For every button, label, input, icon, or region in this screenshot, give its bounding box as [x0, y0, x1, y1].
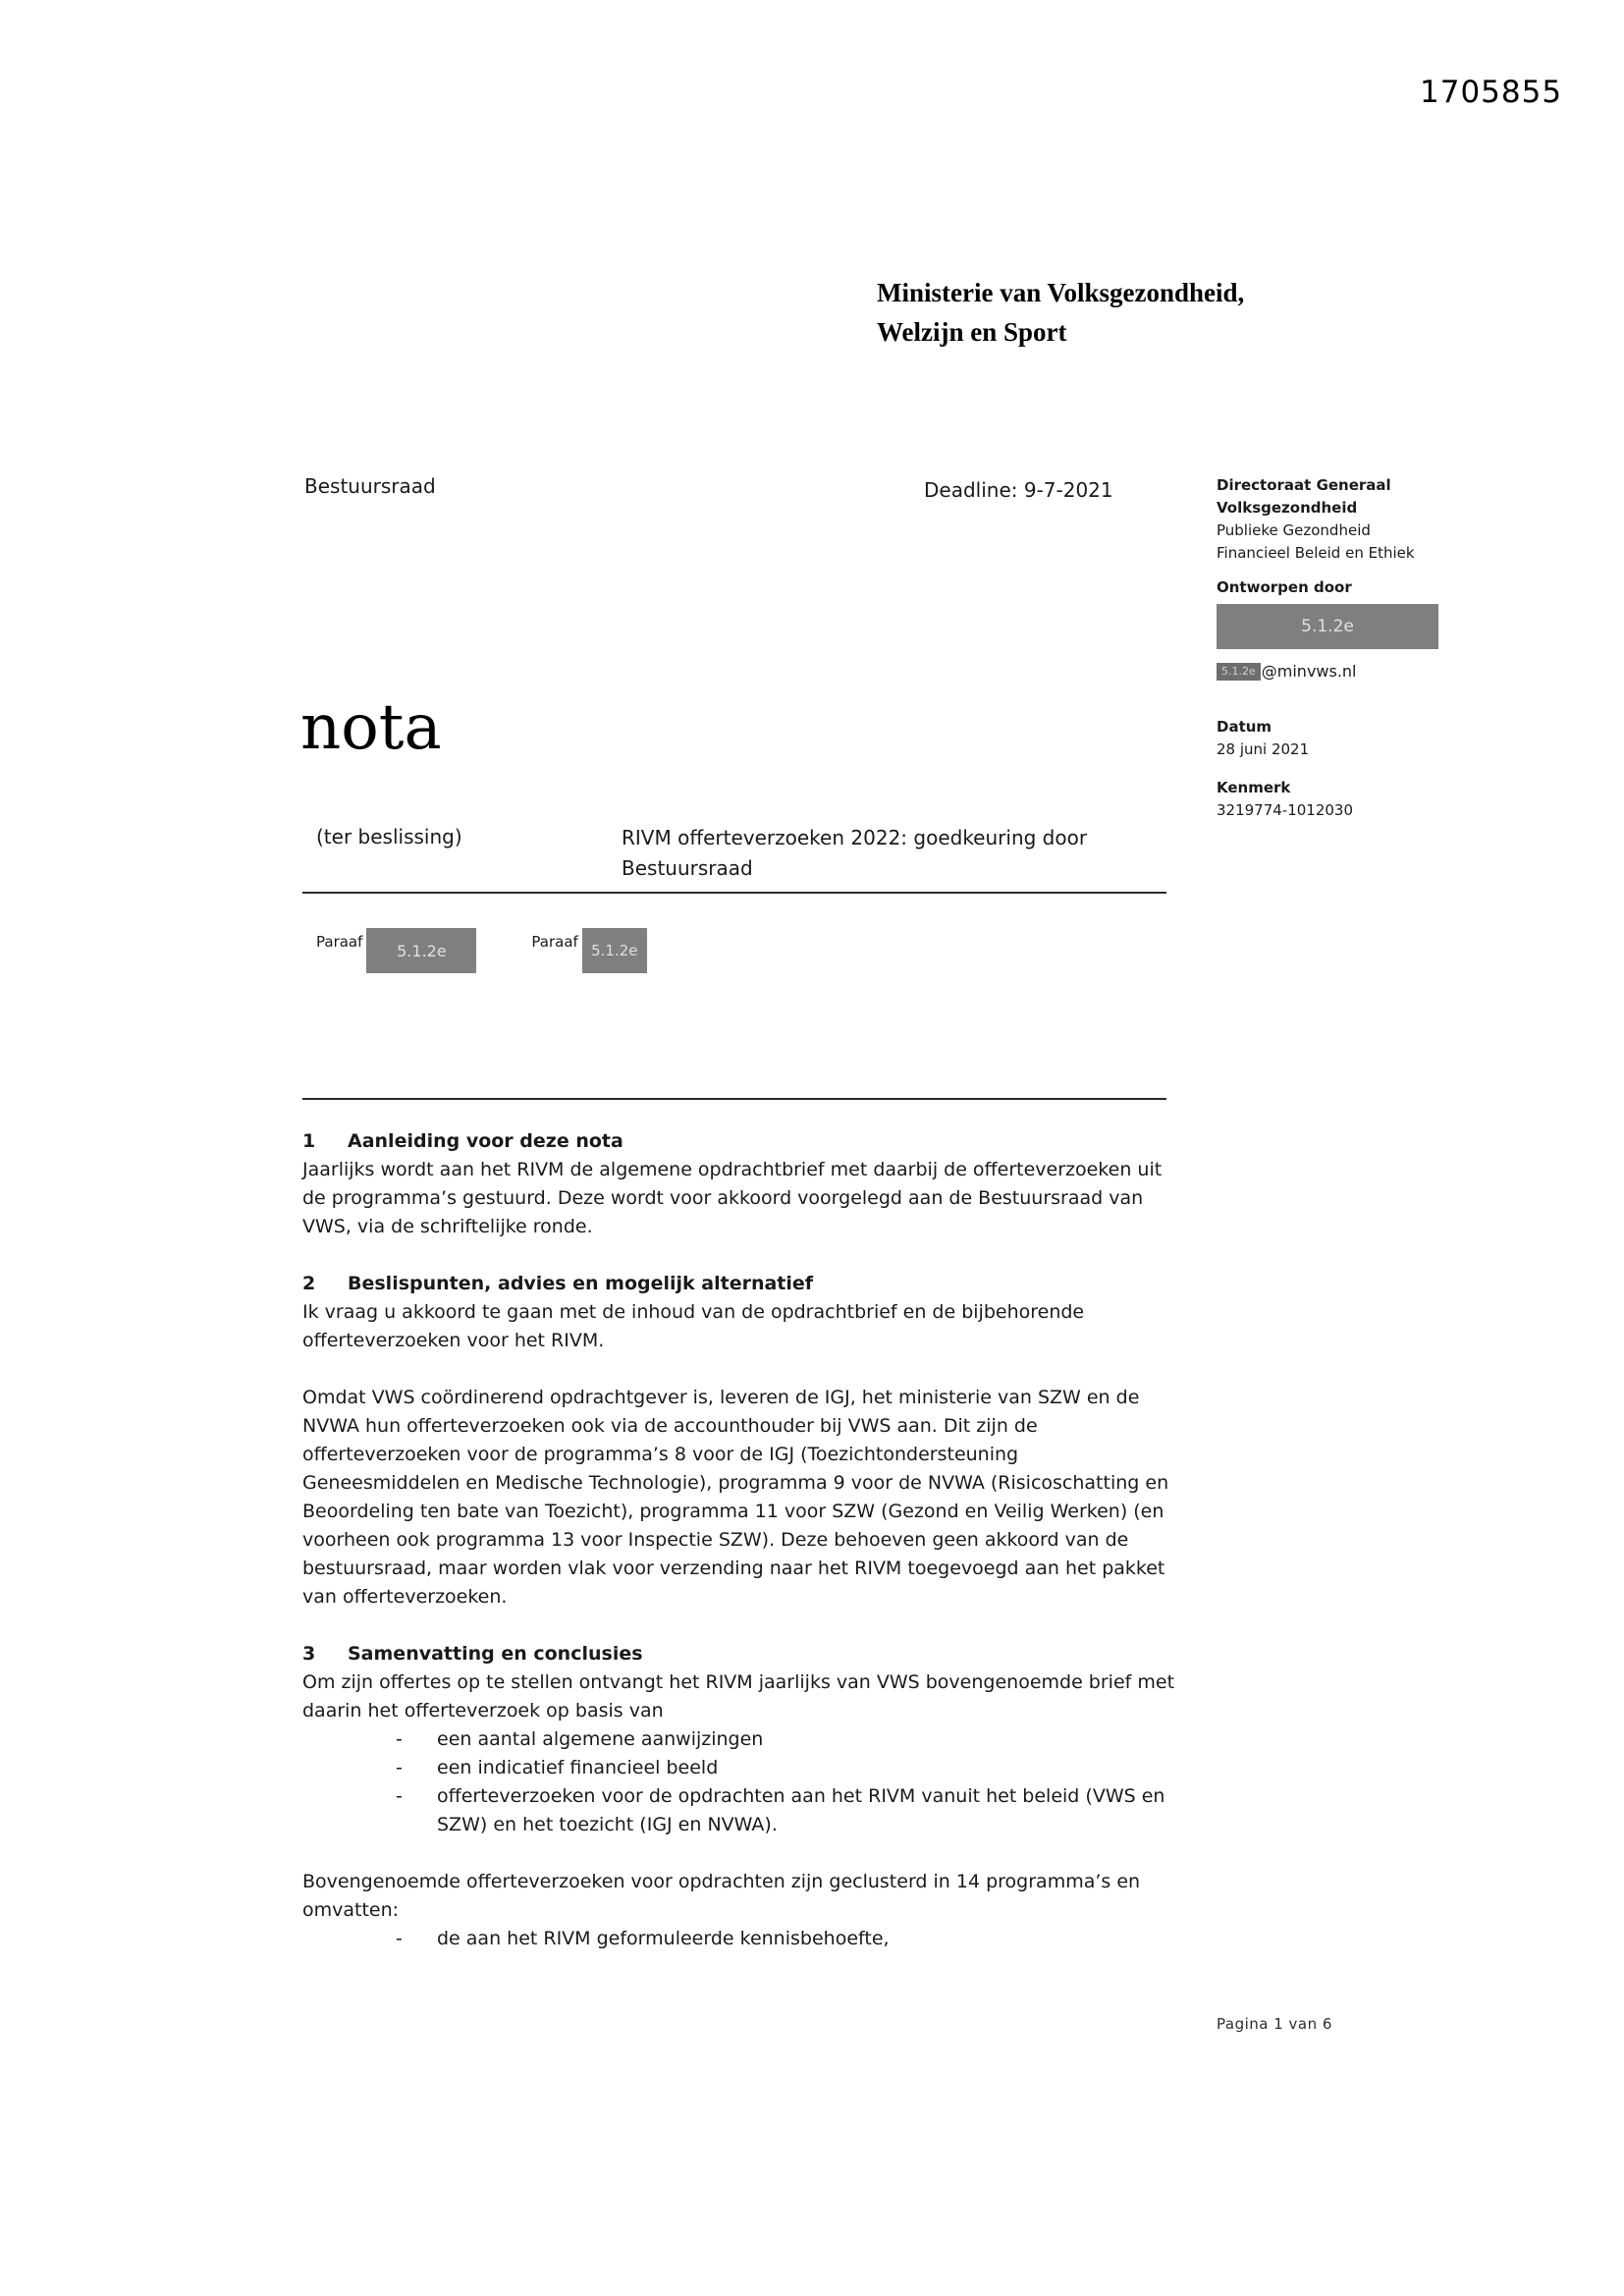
section-2-paragraph-1: Ik vraag u akkoord te gaan met de inhoud van de opdrachtbrief en de bijbehorende offerteverzoeken voor het RIVM.: [302, 1301, 1085, 1351]
kenmerk-label: Kenmerk: [1217, 779, 1291, 796]
section-3-title: Samenvatting en conclusies: [348, 1643, 643, 1665]
page-number: Pagina 1 van 6: [1217, 2015, 1332, 2033]
section-1-heading: [302, 1127, 1176, 1156]
paraaf-label-1: Paraaf: [316, 933, 363, 951]
sidebar-org-line4: Financieel Beleid en Ethiek: [1217, 544, 1415, 562]
bullet-text: een indicatief financieel beeld: [437, 1757, 719, 1778]
list-item: [396, 1754, 1176, 1782]
bullet-dash: -: [396, 1757, 403, 1778]
section-1-paragraph-1: Jaarlijks wordt aan het RIVM de algemene opdrachtbrief met daarbij de offerteverzoeken uit de programma’s gestuurd. Deze wordt voor akkoord voorgelegd aan de Bestuursraad van VWS, via de schriftelijke ronde.: [302, 1159, 1163, 1237]
list-item: [396, 1925, 1176, 1953]
bullet-dash: -: [396, 1728, 403, 1750]
divider-bottom: [302, 1098, 1166, 1100]
section-3-number: 3: [302, 1643, 316, 1665]
signature-row: [316, 928, 647, 973]
paraaf-label-2: Paraaf: [531, 933, 578, 951]
redaction-email: 5.1.2e: [1217, 663, 1261, 681]
section-3-heading: [302, 1640, 1176, 1668]
redaction-paraaf-1: 5.1.2e: [366, 928, 476, 973]
ministry-line1: Ministerie van Volksgezondheid,: [877, 278, 1245, 307]
bullet-text: offerteverzoeken voor de opdrachten aan het RIVM vanuit het beleid (VWS en SZW) en het toezicht (IGJ en NVWA).: [437, 1785, 1165, 1835]
email-line: [1217, 660, 1482, 683]
bullet-dash: -: [396, 1928, 403, 1949]
list-item: [396, 1782, 1176, 1839]
section-2-heading: [302, 1270, 1176, 1298]
subject-line1: RIVM offerteverzoeken 2022: goedkeuring door: [622, 826, 1088, 849]
ministry-line2: Welzijn en Sport: [877, 317, 1067, 347]
bullet-text: een aantal algemene aanwijzingen: [437, 1728, 764, 1750]
kenmerk-value: 3219774-1012030: [1217, 801, 1354, 819]
section-3-paragraph-2: Bovengenoemde offerteverzoeken voor opdrachten zijn geclusterd in 14 programma’s en omvatten:: [302, 1871, 1141, 1921]
deadline-label: Deadline: 9-7-2021: [924, 478, 1113, 502]
sidebar-org-line2: Volksgezondheid: [1217, 499, 1358, 517]
bullet-text: de aan het RIVM geformuleerde kennisbehoefte,: [437, 1928, 890, 1949]
section-3: [302, 1640, 1176, 1953]
divider-top: [302, 892, 1166, 894]
redaction-paraaf-2: 5.1.2e: [582, 928, 647, 973]
section-2-title: Beslispunten, advies en mogelijk alternatief: [348, 1273, 814, 1294]
document-number: 1705855: [1420, 75, 1563, 110]
section-2: [302, 1270, 1176, 1612]
subtitle-decision-label: (ter beslissing): [316, 825, 462, 848]
email-suffix: @minvws.nl: [1261, 662, 1357, 681]
section-2-number: 2: [302, 1273, 316, 1294]
section-3-paragraph-1: Om zijn offertes op te stellen ontvangt het RIVM jaarlijks van VWS bovengenoemde brief met daarin het offerteverzoek op basis van: [302, 1671, 1175, 1722]
datum-label: Datum: [1217, 718, 1272, 736]
sidebar-org-line1: Directoraat Generaal: [1217, 476, 1391, 494]
audience-label: Bestuursraad: [304, 474, 436, 498]
page-title: nota: [300, 691, 442, 764]
designed-by-label: Ontworpen door: [1217, 578, 1352, 596]
subtitle-subject: [622, 823, 1152, 884]
sidebar-org-line3: Publieke Gezondheid: [1217, 521, 1371, 539]
section-2-paragraph-2: Omdat VWS coördinerend opdrachtgever is, leveren de IGJ, het ministerie van SZW en de NVWA hun offerteverzoeken ook via de accounthouder bij VWS aan. Dit zijn de offerteverzoeken voor de programma’s 8 voor de IGJ (Toezichtondersteuning Geneesmiddelen en Medische Technologie), programma 9 voor de NVWA (Risicoschatting en Beoordeling ten bate van Toezicht), programma 11 voor SZW (Gezond en Veilig Werken) (en voorheen ook programma 13 voor Inspectie SZW). Deze behoeven geen akkoord van de bestuursraad, maar worden vlak voor verzending naar het RIVM toegevoegd aan het pakket van offerteverzoeken.: [302, 1387, 1169, 1608]
datum-value: 28 juni 2021: [1217, 740, 1310, 758]
section-1-number: 1: [302, 1130, 316, 1152]
redaction-designed-by: 5.1.2e: [1217, 604, 1438, 649]
section-1: [302, 1127, 1176, 1241]
bullet-dash: -: [396, 1785, 403, 1807]
list-item: [396, 1725, 1176, 1754]
subject-line2: Bestuursraad: [622, 856, 753, 880]
sidebar: [1217, 474, 1482, 822]
section-1-title: Aanleiding voor deze nota: [348, 1130, 623, 1152]
ministry-header: [877, 273, 1244, 352]
document-body: [302, 1127, 1176, 1953]
